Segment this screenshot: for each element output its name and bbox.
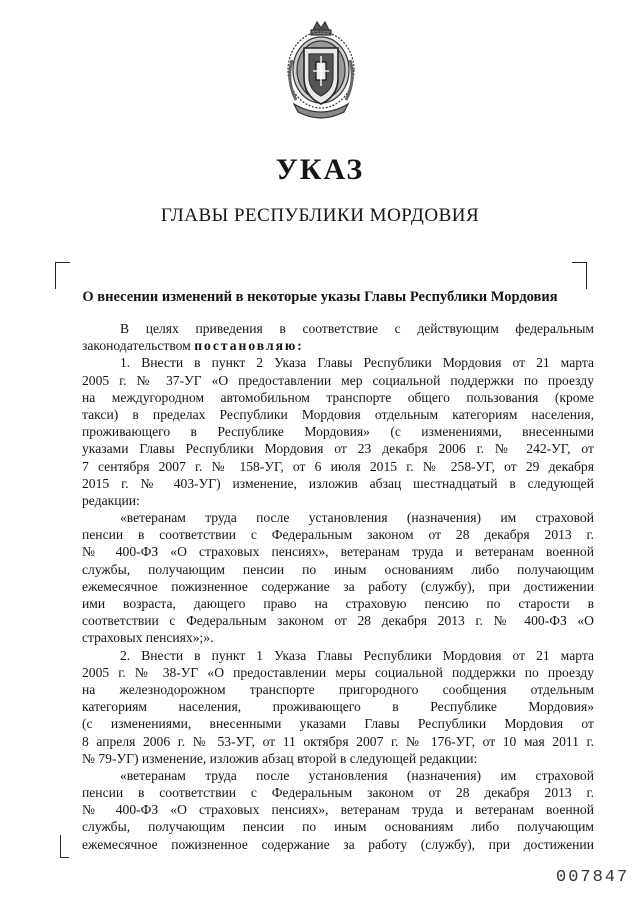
issuer-subtitle: ГЛАВЫ РЕСПУБЛИКИ МОРДОВИЯ: [160, 205, 480, 226]
address-corner-mark-right: [572, 262, 587, 289]
text-line: на железнодорожном транспорте пригородного сообщения отдельным: [82, 681, 594, 697]
coat-of-arms-emblem: [282, 20, 360, 124]
text-line: ими возраста, дающего право на страховую пенсию по старости в: [82, 596, 594, 611]
text-line: 2005 г. № 37-УГ «О предоставлении мер социальной поддержки по проезду: [82, 372, 594, 388]
text-line: 2015 г. № 403-УГ) изменение, изложив абзац шестнадцатый в следующей: [82, 475, 594, 491]
document-heading: О внесении изменений в некоторые указы Главы Республики Мордовия: [82, 289, 558, 305]
text-line: 2. Внести в пункт 1 Указа Главы Республики Мордовия от 21 марта: [120, 647, 594, 663]
margin-bracket-mark: [60, 835, 69, 858]
text-line: (с изменениями, внесенными указами Главы Республики Мордовия от: [82, 716, 594, 732]
text-line: «ветеранам труда после установления (назначения) им страховой: [120, 767, 594, 783]
text-line: службы, получающим пенсии по иным основаниям либо получающим: [82, 561, 594, 577]
text-line: 1. Внести в пункт 2 Указа Главы Республики Мордовия от 21 марта: [120, 355, 594, 371]
text-line: службы, получающим пенсии по иным основаниям либо получающим: [82, 819, 594, 835]
document-body: [82, 320, 594, 853]
text-line: пенсии в соответствии с Федеральным законом от 28 декабря 2013 г.: [82, 785, 594, 801]
text-line: редакции:: [82, 492, 140, 508]
text-line: «ветеранам труда после установления (назначения) им страховой: [120, 510, 594, 526]
text-line: пенсии в соответствии с Федеральным законом от 28 декабря 2013 г.: [82, 527, 594, 543]
text-line: ежемесячное пожизненное содержание за работу (службу), при достижении: [82, 578, 594, 594]
text-line: страховых пенсиях»;».: [82, 630, 214, 646]
text-line: [82, 337, 594, 354]
text-line: № 400-ФЗ «О страховых пенсиях», ветеранам труда и ветеранам военной: [82, 544, 594, 560]
decree-keyword: постановляю:: [194, 338, 304, 354]
text-line: проживающего в Республике Мордовия» (с изменениями, внесенными: [82, 424, 594, 440]
text-line: на междугородном автомобильном транспорте общего пользования (кроме: [82, 389, 594, 405]
text-line: указами Главы Республики Мордовия от 23 декабря 2006 г. № 242-УГ, от: [82, 441, 594, 457]
text-line-fragment: законодательством: [82, 338, 195, 354]
document-serial-number: 007847: [556, 868, 630, 887]
text-line: 2005 г. № 38-УГ «О предоставлении меры социальной поддержки по проезду: [82, 664, 594, 680]
text-line: № 400-ФЗ «О страховых пенсиях», ветеранам труда и ветеранам военной: [82, 802, 594, 818]
text-line: В целях приведения в соответствие с действующим федеральным: [120, 321, 594, 336]
text-line: 8 апреля 2006 г. № 53-УГ, от 11 октября 2007 г. № 176-УГ, от 10 мая 2011 г.: [82, 733, 594, 749]
text-line: категориям населения, проживающего в Республике Мордовия»: [82, 699, 594, 715]
text-line: такси) в пределах Республики Мордовия отдельным категориям населения,: [82, 406, 594, 422]
text-line: № 79-УГ) изменение, изложив абзац второй в следующей редакции:: [82, 750, 478, 766]
text-line: ежемесячное пожизненное содержание за работу (службу), при достижении: [82, 836, 594, 852]
address-corner-mark-left: [55, 262, 70, 289]
decree-title: УКАЗ: [275, 153, 365, 186]
text-line: соответствии с Федеральным законом от 28 декабря 2013 г. № 400-ФЗ «О: [82, 613, 594, 629]
text-line: 7 сентября 2007 г. № 158-УГ, от 6 июля 2015 г. № 258-УГ, от 29 декабря: [82, 458, 594, 474]
